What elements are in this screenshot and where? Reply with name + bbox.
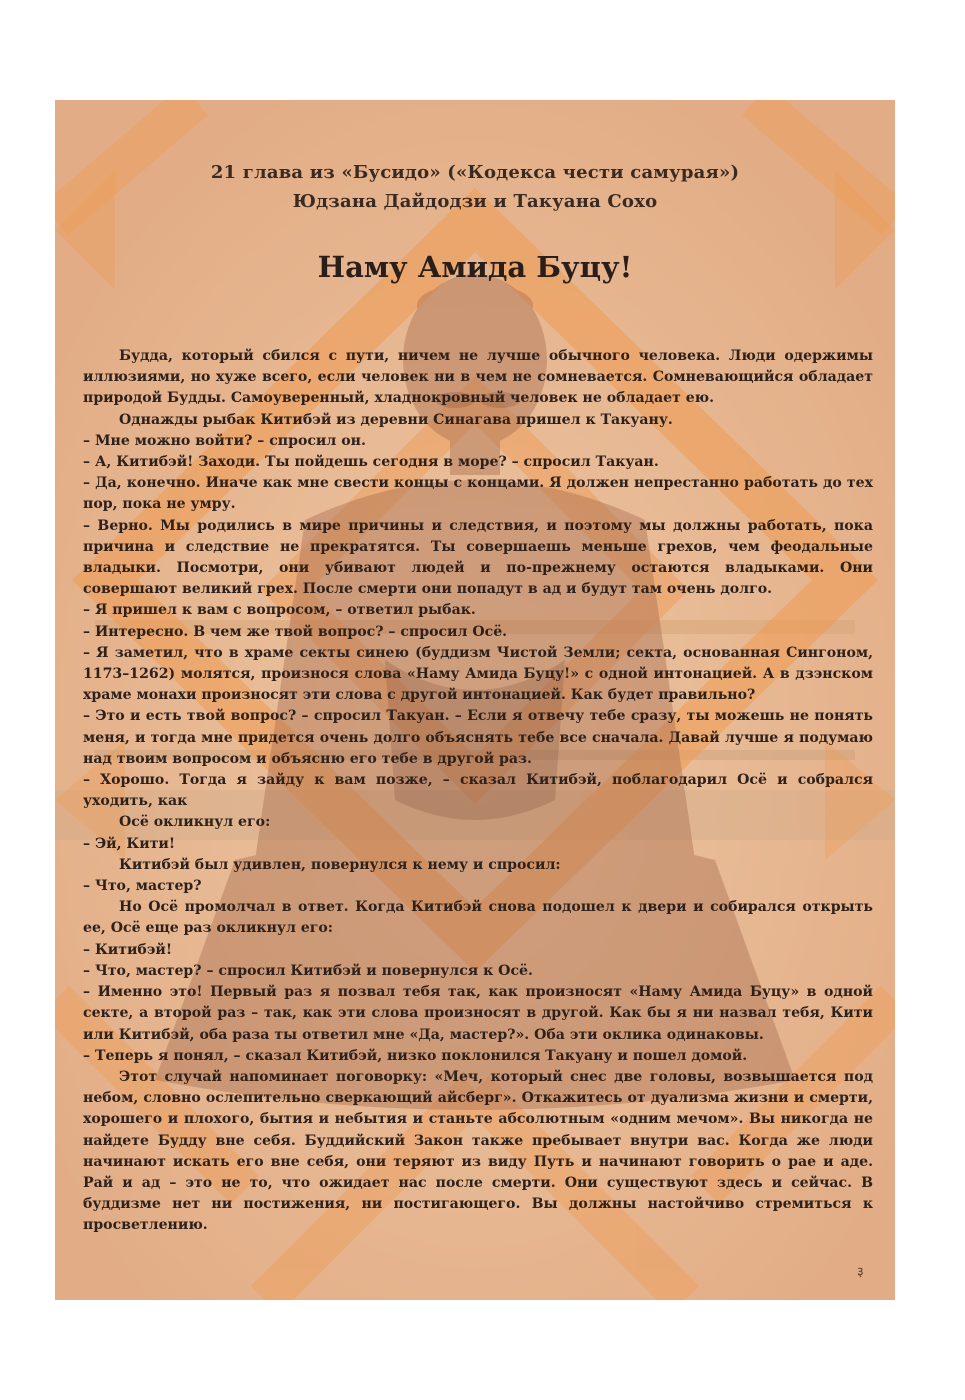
- paragraph: Китибэй был удивлен, повернулся к нему и спросил:: [119, 856, 561, 873]
- paragraph: – Да, конечно. Иначе как мне свести концы с концами. Я должен непрестанно работать до тех пор, пока не умру.: [83, 475, 873, 513]
- paragraph: Однажды рыбак Китибэй из деревни Синагава пришел к Такуану.: [119, 411, 673, 428]
- paragraph: – Теперь я понял, – сказал Китибэй, низко поклонился Такуану и пошел домой.: [83, 1047, 748, 1064]
- paragraph: – Интересно. В чем же твой вопрос? – спросил Осё.: [83, 623, 508, 640]
- paragraph: Будда, который сбился с пути, ничем не лучше обычного человека. Люди одержимы иллюзиями, но хуже всего, если человек ни в чем не сомневается. Сомневающийся обладает природой Будды. Самоуверенный, хладнокровный человек не обладает ею.: [83, 348, 873, 407]
- paragraph: – Мне можно войти? – спросил он.: [83, 432, 366, 449]
- article: [55, 100, 895, 1300]
- paragraph: – Что, мастер?: [83, 878, 202, 895]
- page-mark: ३: [857, 1265, 864, 1280]
- paragraph: – Эй, Кити!: [83, 835, 176, 852]
- paragraph: Этот случай напоминает поговорку: «Меч, который снес две головы, возвышается под небом, словно ослепительно сверкающий айсберг». Откажитесь от дуализма жизни и смерти, хорошего и плохого, бытия и небытия и станьте абсолютным «одним мечом». Вы никогда не найдете Будду вне себя. Буддийский Закон также пребывает внутри вас. Когда же люди начинают искать его вне себя, они теряют из виду Путь и начинают говорить о рае и аде. Рай и ад – это не то, что ожидает нас после смерти. Они существуют здесь и сейчас. В буддизме нет ни постижения, ни постигающего. Вы должны настойчиво стремиться к просветлению.: [83, 1068, 873, 1234]
- book-source-line: 21 глава из «Бусидо» («Кодекса чести самурая»): [210, 162, 740, 183]
- authors-line: Юдзана Дайдодзи и Такуана Сохо: [292, 191, 658, 212]
- paragraph: – Я заметил, что в храме секты синею (буддизм Чистой Земли; секта, основанная Сингоном, 1173–1262) молятся, произнося слова «Наму Амида Буцу!» с одной интонацией. А в дзэнском храме монахи произносят эти слова с другой интонацией. Как будет правильно?: [83, 644, 873, 704]
- paragraph: – Я пришел к вам с вопросом, – ответил рыбак.: [83, 602, 476, 619]
- paragraph: – Китибэй!: [83, 941, 173, 958]
- page: [55, 100, 895, 1300]
- paragraph: – Это и есть твой вопрос? – спросил Такуан. – Если я отвечу тебе сразу, ты можешь не понять меня, и тогда мне придется очень долго объяснять тебе все сначала. Давай лучше я подумаю над твоим вопросом и объясню его тебе в другой раз.: [83, 708, 873, 767]
- paragraph: – Хорошо. Тогда я зайду к вам позже, – сказал Китибэй, поблагодарил Осё и собрался уходить, как: [83, 772, 873, 810]
- paragraph: – Что, мастер? – спросил Китибэй и повернулся к Осё.: [83, 962, 533, 979]
- paragraph: – Верно. Мы родились в мире причины и следствия, и поэтому мы должны работать, пока причина и следствие не прекратятся. Ты совершаешь меньше грехов, чем феодальные владыки. Посмотри, они убивают людей и по-прежнему остаются владыками. Они совершают великий грех. После смерти они попадут в ад и будут там очень долго.: [83, 517, 873, 598]
- paragraph: Но Осё промолчал в ответ. Когда Китибэй снова подошел к двери и собирался открыть ее, Осё еще раз окликнул его:: [83, 899, 873, 937]
- article-body: [83, 346, 873, 1237]
- paragraph: – Именно это! Первый раз я позвал тебя так, как произносят «Наму Амида Буцу» в одной секте, а второй раз – так, как эти слова произносят в другой. Как бы я ни назвал тебя, Кити или Китибэй, оба раза ты ответил мне «Да, мастер?». Оба эти оклика одинаковы.: [83, 984, 873, 1043]
- chapter-title: Наму Амида Буцу!: [317, 250, 633, 284]
- paragraph: – А, Китибэй! Заходи. Ты пойдешь сегодня в море? – спросил Такуан.: [83, 454, 659, 471]
- paragraph: Осё окликнул его:: [119, 814, 271, 831]
